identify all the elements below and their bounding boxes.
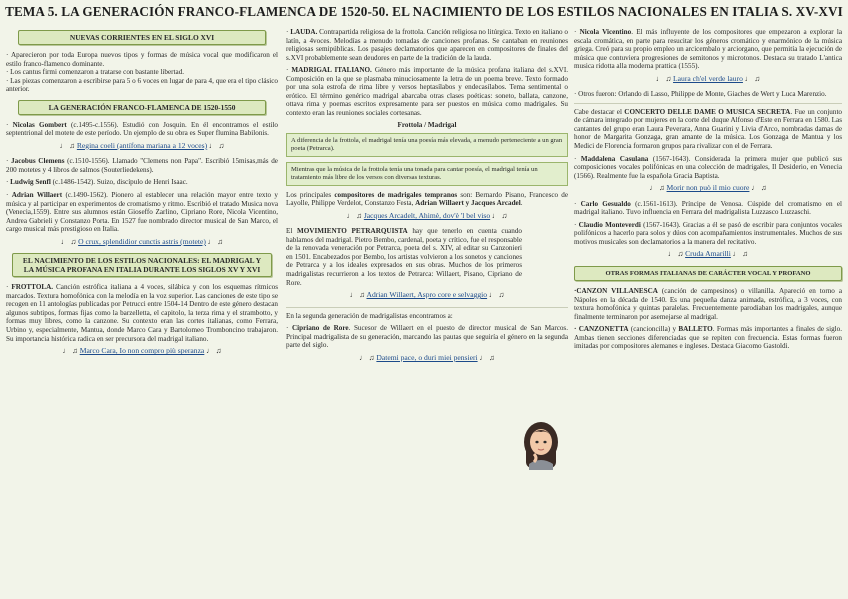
music-note-icon: ♩ ♫ [62, 346, 80, 356]
concerto-paragraph: Cabe destacar el CONCERTO DELLE DAME O MUSICA SECRETA. Fue un conjunto de cámara integrado por mujeres en la corte del duque Alfonso d'Este en Ferrara en 1580. Las cantantes del grupo eran Laura Peverara, Anna Guarini y Livia d'Arco, nombradas damas de honor de Margarita Gonzaga, gran amante de la música. Los Gonzaga de Mantua y los Medici de Florencia formaron grupos para rivalizar con el de Ferrara. [574, 107, 843, 151]
music-note-icon: ♩ ♫ [490, 210, 508, 220]
gombert-name: Nicolas Gombert [12, 120, 67, 129]
gombert-paragraph: · Nicolas Gombert (c.1495-c.1556). Estudió con Josquin. En él encontramos el estilo septentrional del motete de este período. Un ejemplo de su obra es Super flumina Babilonis. [6, 120, 278, 138]
early-composers-paragraph: Los principales compositores de madrigales tempranos son: Bernardo Pisano, Francesco de Layolle, Philippe Verdelot, Constanzo Festa, Adrian Willaert y Jacques Arcadel. [286, 190, 568, 208]
music-link-casulana[interactable]: ♩ ♫ Morir non può il mio cuore ♩ ♫ [649, 183, 767, 193]
other-composers: · Otros fueron: Orlando di Lasso, Philippe de Monte, Giaches de Wert y Luca Marenzio. [574, 90, 827, 99]
music-link-arcadelt[interactable]: ♩ ♫ Jacques Arcadelt, Ahimè, dov'è 'l bel viso ♩ ♫ [346, 210, 508, 220]
music-link-gombert[interactable]: ♩ ♫ Regina coeli (antífona mariana a 12 voces) ♩ ♫ [59, 140, 225, 150]
music-note-icon: ♩ ♫ [349, 290, 367, 300]
senfl-paragraph: · Ludwig Senfl (c.1486-1542). Suizo, discípulo de Henri Isaac. [6, 178, 188, 187]
willaert-paragraph: · Adrian Willaert (c.1490-1562). Pionero al establecer una relación mayor entre texto y música y al participar en experimentos de cromatismo y ritmo. Escribió el tratado Musica nova (Venecia,1559). Entre sus alumnos están Gioseffo Zarlino, Cipriano Rore, Nicola Vicentino, Andrea Gabrieli y Constanzo Porta. En 1527 fue nombrado director musical de San Marco, el cargo musical más prestigioso en Italia. [6, 191, 278, 234]
girl-avatar-illustration [520, 420, 562, 470]
lauda-paragraph: · LAUDA. Contrapartida religiosa de la frottola. Canción religiosa no litúrgica. Texto en italiano o latín, a 4voces. Melodías a menudo tomadas de canciones profanas. Se cantaban en reuniones religiosas semipúblicas. Los pasajes declamatorios que aparecen en compositores de finales del s.XVI probablemente sean deudores en parte de la tradición de la lauda. [286, 28, 568, 62]
music-note-icon: ♩ ♫ [61, 236, 79, 246]
section-header-estilos-nacionales: EL NACIMIENTO DE LOS ESTILOS NACIONALES: EL MADRIGAL Y LA MÚSICA PROFANA EN ITALIA DURANTE LOS SIGLOS XV Y XVI [12, 253, 272, 277]
column-3 [574, 28, 842, 355]
clemens-paragraph: · Jacobus Clemens (c.1510-1556). Llamado "Clemens non Papa". Escribió 15misas,más de 200 motetes y 4 libros de salmos (Souterliedekens). [6, 157, 278, 174]
music-link-vicentino[interactable]: ♩ ♫ Laura ch'el verde lauro ♩ ♫ [655, 73, 761, 83]
music-link-willaert-aspro[interactable]: ♩ ♫ Adrian Willaert, Aspro core e selvaggio ♩ ♫ [349, 290, 505, 300]
music-note-icon: ♩ ♫ [749, 183, 767, 193]
music-note-icon: ♩ ♫ [205, 236, 223, 246]
divider [286, 307, 568, 308]
frottola-madrigal-heading: Frottola / Madrigal [397, 121, 457, 130]
section-header-otras-formas: OTRAS FORMAS ITALIANAS DE CARÁCTER VOCAL Y PROFANO [574, 266, 842, 281]
monteverdi-paragraph: · Claudio Monteverdi (1567-1643). Gracias a él se pasó de escribir para conjuntos vocales polifónicos a hacerlo para solos y dúos con acompañamientos instrumentales. Muchos de sus motivos musicales son declamatorios a la manera del recitativo. [574, 220, 843, 246]
music-link-monteverdi[interactable]: ♩ ♫ Cruda Amarilli ♩ ♫ [668, 249, 748, 259]
music-note-icon: ♩ ♫ [204, 346, 222, 356]
column-2 [286, 28, 568, 369]
intro-item: · Aparecieron por toda Europa nuevos tipos y formas de música vocal que modificaron el estilo franco-flamenco dominante. [6, 51, 278, 68]
divider [574, 103, 842, 104]
music-link-rore[interactable]: ♩ ♫ Datemi pace, o duri miei pensieri ♩ ♫ [359, 352, 495, 362]
section-header-generacion: LA GENERACIÓN FRANCO-FLAMENCA DE 1520-1550 [18, 100, 266, 115]
canzonetta-paragraph: · CANZONETTA (cancioncilla) y BALLETO. Formas más importantes a finales de siglo. Ambas tienen secciones diferenciadas que se repiten con frecuencia. Estas formas fueron imitadas por compositores alemanes e ingleses. Destaca Giacomo Gastoldi. [574, 325, 842, 351]
music-note-icon: ♩ ♫ [649, 183, 667, 193]
page-title: TEMA 5. LA GENERACIÓN FRANCO-FLAMENCA DE 1520-50. EL NACIMIENTO DE LOS ESTILOS NACIONALES EN ITALIA S. XV-XVI [5, 4, 843, 19]
second-generation-intro: En la segunda generación de madrigalistas encontramos a: [286, 311, 453, 320]
music-link-frottola[interactable]: ♩ ♫ Marco Cara, Io non compro più speranza ♩ ♫ [62, 346, 222, 356]
rore-paragraph: · Cipriano de Rore. Sucesor de Willaert en el puesto de director musical de San Marcos. Principal madrigalista de su generación, marcando las pautas que seguiría el género en la segunda parte del siglo. [286, 324, 569, 350]
music-note-icon: ♩ ♫ [359, 352, 377, 362]
intro-item: · Los cantus firmi comenzaron a tratarse con bastante libertad. [6, 68, 185, 77]
music-note-icon: ♩ ♫ [742, 73, 761, 83]
music-note-icon: ♩ ♫ [655, 73, 674, 83]
music-note-icon: ♩ ♫ [487, 290, 505, 300]
vicentino-paragraph: · Nicola Vicentino. El más influyente de los compositores que empezaron a explorar la escala cromática, en parte para resucitar los géneros cromático y enarmónico de la música griega. Creó para su propio empleo un arcicembalo y arciorgano, que permitía la ejecución de música que contuviera progresiones de semitonos y microtonos. Destaca su tratado L'antica musica ridotta alla moderna prattica (1555). [574, 28, 842, 71]
canzon-villanesca-paragraph: ·CANZON VILLANESCA (canción de campesinos) o villanilla. Apareció en torno a Nápoles en la década de 1540. Es una pequeña danza animada, estrófica, a 3 voces, con textura homofónica y quintas paralelas. Frecuentemente parodiaban los madrigales, aunque finalmente terminaron por asemejarse al madrigal. [574, 287, 842, 321]
comparison-box-music: Mientras que la música de la frottola tenía una tonada para cantar poesía, el madrigal tenía un tratamiento más libre de los versos con diversas texturas. [286, 162, 568, 186]
music-note-icon: ♩ ♫ [207, 140, 225, 150]
column-1 [6, 28, 278, 363]
intro-item: · Las piezas comenzaron a escribirse para 5 o 6 voces en lugar de para 4, que era el tipo clásico anterior. [6, 76, 278, 94]
music-note-icon: ♩ ♫ [346, 210, 364, 220]
comparison-box-poetry: A diferencia de la frottola, el madrigal tenía una poesía más elevada, a menudo perteneciente a un gran poeta (Petrarca). [286, 133, 568, 157]
madrigal-paragraph: · MADRIGAL ITALIANO. Género más importante de la música profana italiana del s.XVI. Composición en la que se plasmaba minuciosamente la letra de un poema breve. Texto formado por una sola estrofa de rima libre y versos heptasílabos y endecasílabos. Tema sentimental o erótico. El término genérico madrigal abarcaba otras clases poéticas: soneto, ballata, canzone, ottava rima y poemas escritos expresamente para ser puestos en música como madrigales. Su contexto eran las reuniones sociales cortesanas. [286, 66, 568, 117]
music-note-icon: ♩ ♫ [477, 352, 495, 362]
music-note-icon: ♩ ♫ [668, 249, 686, 259]
music-link-willaert[interactable]: ♩ ♫ O crux, splendidior cunctis astris (motete) ♩ ♫ [61, 236, 223, 246]
gesualdo-paragraph: · Carlo Gesualdo (c.1561-1613). Príncipe de Venosa. Cúspide del cromatismo en el madrigal italiano. Tuvo influencia en Ferrara del madrigalista Luzzasco Luzzaschi. [574, 199, 842, 217]
frottola-paragraph: · FROTTOLA. Canción estrófica italiana a 4 voces, silábica y con los esquemas rítmicos marcados. Textura homofónica con la melodía en la voz superior. Las canciones de este tipo se recogen en 11 antologías publicadas por Petrucci entre 1504-14 Dentro de este género destacan algunos subtipos, formas fijas como la barzelletta, el capitolo, la terza rima y el strambotto, y formas muy libres, como la canzone. Su contexto eran las cortes italianas, como Ferrara, Urbino y, especialmente, Mantua, donde Marco Cara y Bartolomeo Tromboncino trabajaron. Su importancia histórica radica en ser precursora del madrigal italiano. [6, 283, 278, 343]
music-note-icon: ♩ ♫ [730, 249, 748, 259]
casulana-paragraph: · Maddalena Casulana (1567-1643). Considerada la primera mujer que publicó sus composiciones vocales polifónicas en una colección de madrigales, Il Desiderio, en Venecia (1566). Realmente fue la española Gracia Baptista. [574, 154, 842, 180]
petrarquista-paragraph: El MOVIMIENTO PETRARQUISTA hay que tenerlo en cuenta cuando hablamos del madrigal. Pietro Bembo, cardenal, poeta y crítico, fue el responsable de la renovada veneración por Petrarca, poeta del s. XIV, al editar su Canzonieri en 1501. Encabezados por Bembo, los artistas volvieron a los sonetos y canciones de Petrarca y a los ideales expresados en sus obras. Muchos de los primeros madrigalistas recurrieron a los textos de Petrarca: Willaert, Pisano, Cipriano de Rore. [286, 227, 522, 287]
section-header-nuevas-corrientes: NUEVAS CORRIENTES EN EL SIGLO XVI [18, 30, 266, 45]
music-note-icon: ♩ ♫ [59, 140, 77, 150]
